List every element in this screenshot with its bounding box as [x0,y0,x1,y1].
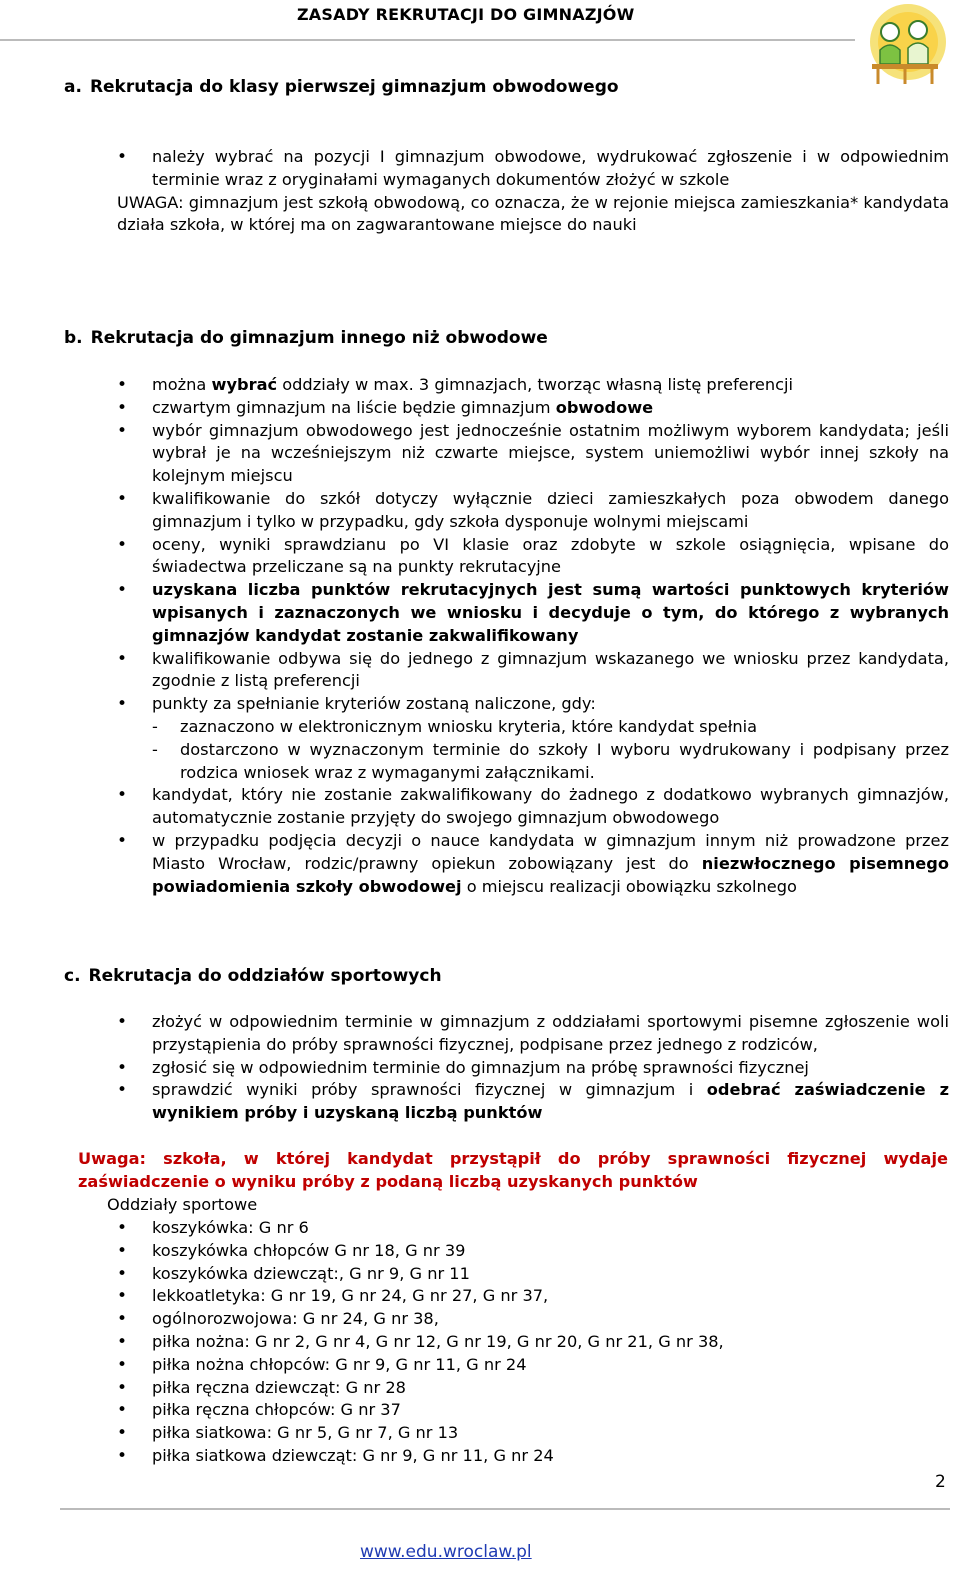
sports-list-item: • lekkoatletyka: G nr 19, G nr 24, G nr 27, G nr 37, [117,1285,949,1308]
list-item [117,146,949,192]
sports-list-item: • koszykówka: G nr 6 [117,1217,949,1240]
section-a-list [117,146,949,192]
list-item [117,830,949,898]
sublist-item [152,739,949,785]
section-a-body [117,146,949,237]
list-item-text: oddziały w max. 3 gimnazjach, tworząc własną listę preferencji [277,375,794,394]
list-item-text: w przypadku podjęcia decyzji o nauce kandydata w gimnazjum innym niż prowadzone przez Miasto Wrocław, rodzic/prawny opiekun zobowiązany jest do [152,830,949,873]
list-item-text: złożyć w odpowiednim terminie w gimnazjum z oddziałami sportowymi pisemne zgłoszenie woli przystąpienia do próby sprawności fizycznej, podpisane przez jednego z rodziców, [152,1012,949,1054]
school-children-logo-icon [860,2,952,90]
section-c-label: c. [64,966,81,986]
list-item-text: kwalifikowanie do szkół dotyczy wyłącznie dzieci zamieszkałych poza obwodem danego gimnazjum i tylko w przypadku, gdy szkoła dysponuje wolnymi miejscami [152,488,949,531]
sports-list-item: • piłka siatkowa dziewcząt: G nr 9, G nr 11, G nr 24 [117,1445,949,1468]
list-item [117,648,949,694]
section-c-heading [64,966,442,986]
list-item [117,579,949,647]
list-item-text: można [152,375,212,394]
list-item [117,784,949,830]
page-title: ZASADY REKRUTACJI DO GIMNAZJÓW [297,5,635,24]
list-item [117,1057,949,1080]
list-item-emphasis: obwodowe [555,397,654,417]
page-number: 2 [935,1472,946,1492]
sports-list-container [117,1217,949,1468]
list-item-text: należy wybrać na pozycji I gimnazjum obwodowe, wydrukować zgłoszenie i w odpowiednim terminie wraz z oryginałami wymaganych dokumentów złożyć w szkole [152,147,949,189]
list-item-emphasis: uzyskana liczba punktów rekrutacyjnych jest sumą wartości punktowych kryteriów wpisanych i zaznaczonych we wniosku i decyduje o tym, do którego z wybranych gimnazjów kandydat zostanie zakwalifikowany [152,580,949,645]
section-c-title: Rekrutacja do oddziałów sportowych [88,966,442,986]
section-b-heading [64,328,548,348]
sublist-item-text: zaznaczono w elektronicznym wniosku kryteria, które kandydat spełnia [180,716,758,736]
list-item-text: sprawdzić wyniki próby sprawności fizycznej w gimnazjum i [152,1080,707,1100]
list-item [117,693,949,784]
criteria-sublist [152,716,949,784]
section-b-list [117,374,949,898]
list-item [117,374,949,397]
section-a-heading [64,77,619,97]
list-item-emphasis: odebrać zaświadczenie z wynikiem próby i uzyskaną liczbą punktów [152,1080,949,1123]
list-item-text: oceny, wyniki sprawdzianu po VI klasie oraz zdobyte w szkole osiągnięcia, wpisane do świadectwa przeliczane są na punkty rekrutacyjne [152,534,949,577]
list-item [117,534,949,580]
sports-list-item: • koszykówka dziewcząt:, G nr 9, G nr 11 [117,1263,949,1286]
list-item [117,420,949,488]
sports-list-item: • koszykówka chłopców G nr 18, G nr 39 [117,1240,949,1263]
section-b-label: b. [64,328,83,348]
sublist-item-text: dostarczono w wyznaczonym terminie do szkoły I wyboru wydrukowany i podpisany przez rodzica wniosek wraz z wymaganymi załącznikami. [180,739,949,782]
list-item [117,397,949,420]
section-a-label: a. [64,77,82,97]
list-item-text: wybór gimnazjum obwodowego jest jednocześnie ostatnim możliwym wyborem kandydata; jeśli wybrał je na wcześniejszym niż czwarte miejsce, system uniemożliwi wybór innej szkoły na kolejnym miejscu [152,420,949,486]
sports-list-item: • piłka nożna: G nr 2, G nr 4, G nr 12, G nr 19, G nr 20, G nr 21, G nr 38, [117,1331,949,1354]
list-item-text: kandydat, który nie zostanie zakwalifikowany do żadnego z dodatkowo wybranych gimnazjów, automatycznie zostanie przyjęty do swojego gimnazjum obwodowego [152,785,949,828]
website-link[interactable]: www.edu.wroclaw.pl [360,1542,532,1562]
footer-divider [60,1508,950,1510]
section-b-body [117,374,949,898]
sports-list-item: • piłka ręczna dziewcząt: G nr 28 [117,1377,949,1400]
section-b-title: Rekrutacja do gimnazjum innego niż obwodowe [90,328,548,348]
page-header [0,2,960,38]
sports-list-item: • piłka ręczna chłopców: G nr 37 [117,1399,949,1422]
list-item [117,488,949,534]
section-c-list [117,1011,949,1125]
warning-text: Uwaga: szkoła, w której kandydat przystąpił do próby sprawności fizycznej wydaje zaświadczenie o wyniku próby z podaną liczbą uzyskanych punktów [78,1149,948,1191]
list-item-emphasis: wybrać [211,375,278,394]
list-item-text: czwartym gimnazjum na liście będzie gimnazjum [152,397,556,417]
sublist-item [152,716,949,739]
note-text: UWAGA: gimnazjum jest szkołą obwodową, co oznacza, że w rejonie miejsca zamieszkania* kandydata działa szkoła, w której ma on zagwarantowane miejsce do nauki [117,192,949,235]
list-item-text: kwalifikowanie odbywa się do jednego z gimnazjum wskazanego we wniosku przez kandydata, zgodnie z listą preferencji [152,648,949,691]
list-item-emphasis: niezwłocznego pisemnego powiadomienia szkoły obwodowej [152,853,949,896]
list-item-text: zgłosić się w odpowiednim terminie do gimnazjum na próbę sprawności fizycznej [152,1057,809,1077]
sports-list-item: • ogólnorozwojowa: G nr 24, G nr 38, [117,1308,949,1331]
list-item [117,1079,949,1125]
list-item [117,1011,949,1057]
sports-list-item: • piłka nożna chłopców: G nr 9, G nr 11, G nr 24 [117,1354,949,1377]
list-item-text: o miejscu realizacji obowiązku szkolnego [461,876,797,896]
section-c-body [117,1011,949,1125]
sports-list [117,1217,949,1468]
sports-heading: Oddziały sportowe [107,1195,258,1214]
section-a-title: Rekrutacja do klasy pierwszej gimnazjum obwodowego [89,77,619,97]
list-item-text: punkty za spełnianie kryteriów zostaną naliczone, gdy: [152,694,596,714]
header-divider [0,39,855,41]
sports-list-item: • piłka siatkowa: G nr 5, G nr 7, G nr 13 [117,1422,949,1445]
